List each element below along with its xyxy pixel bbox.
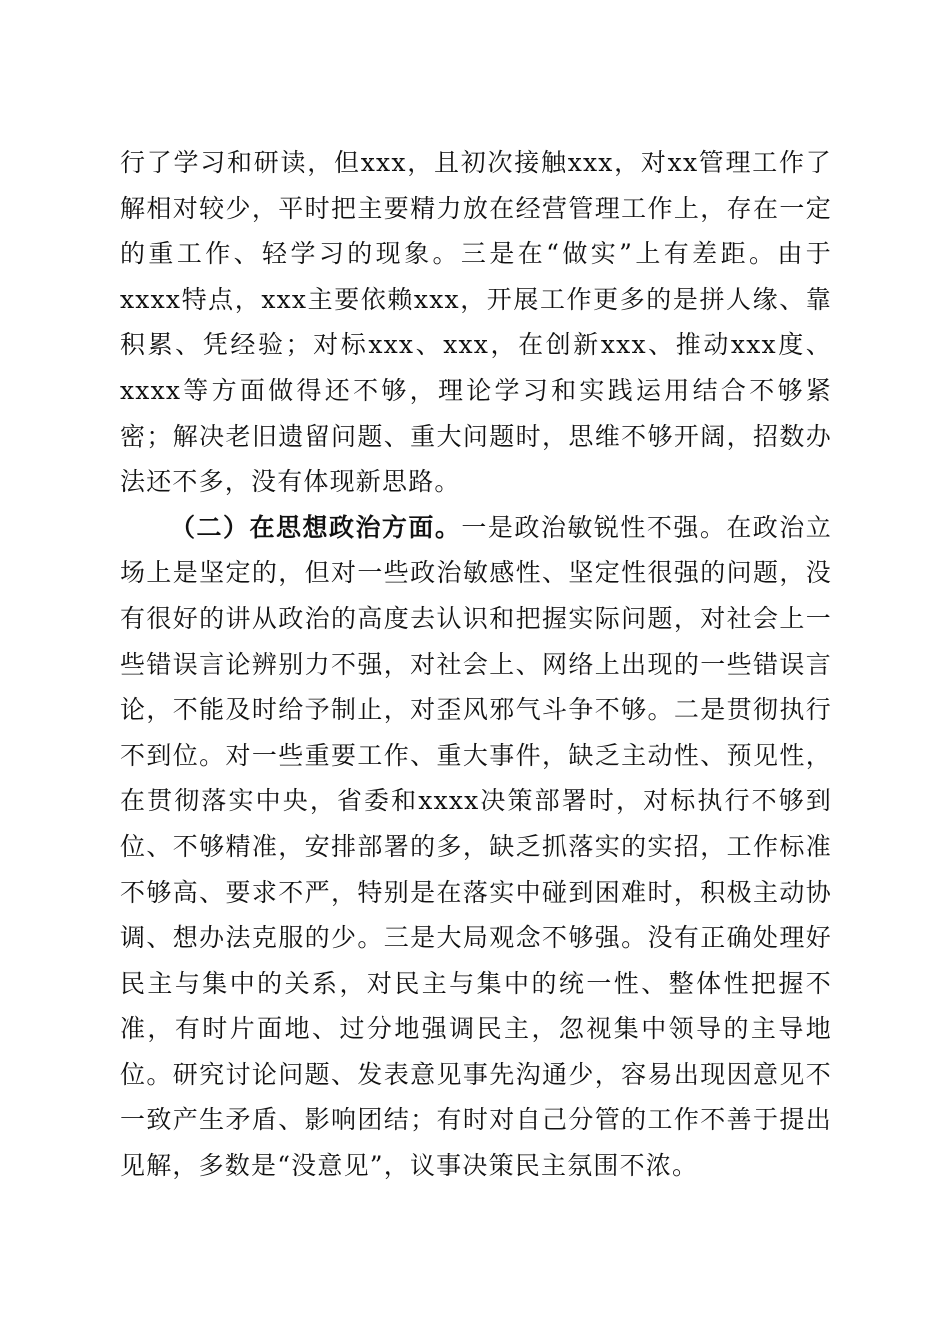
document-body bbox=[120, 140, 832, 1189]
paragraph-continuation: 行了学习和研读，但xxx，且初次接触xxx，对xx管理工作了解相对较少，平时把主要精力放在经营管理工作上，存在一定的重工作、轻学习的现象。三是在“做实”上有差距。由于xxxx特点，xxx主要依赖xxx，开展工作更多的是拼人缘、靠积累、凭经验；对标xxx、xxx，在创新xxx、推动xxx度、xxxx等方面做得还不够，理论学习和实践运用结合不够紧密；解决老旧遗留问题、重大问题时，思维不够开阔，招数办法还不多，没有体现新思路。 bbox=[120, 148, 832, 497]
paragraph-ideology-politics bbox=[120, 505, 832, 1189]
section-body: 一是政治敏锐性不强。在政治立场上是坚定的，但对一些政治敏感性、坚定性很强的问题，没有很好的讲从政治的高度去认识和把握实际问题，对社会上一些错误言论辨别力不强，对社会上、网络上出现的一些错误言论，不能及时给予制止，对歪风邪气斗争不够。二是贯彻执行不到位。对一些重要工作、重大事件，缺乏主动性、预见性，在贯彻落实中央，省委和xxxx决策部署时，对标执行不够到位、不够精准，安排部署的多，缺乏抓落实的实招，工作标准不够高、要求不严，特别是在落实中碰到困难时，积极主动协调、想办法克服的少。三是大局观念不够强。没有正确处理好民主与集中的关系，对民主与集中的统一性、整体性把握不准，有时片面地、过分地强调民主，忽视集中领导的主导地位。研究讨论问题、发表意见事先沟通少，容易出现因意见不一致产生矛盾、影响团结；有时对自己分管的工作不善于提出见解，多数是“没意见”，议事决策民主氛围不浓。 bbox=[120, 512, 832, 1181]
section-heading: （二）在思想政治方面。 bbox=[170, 512, 462, 542]
